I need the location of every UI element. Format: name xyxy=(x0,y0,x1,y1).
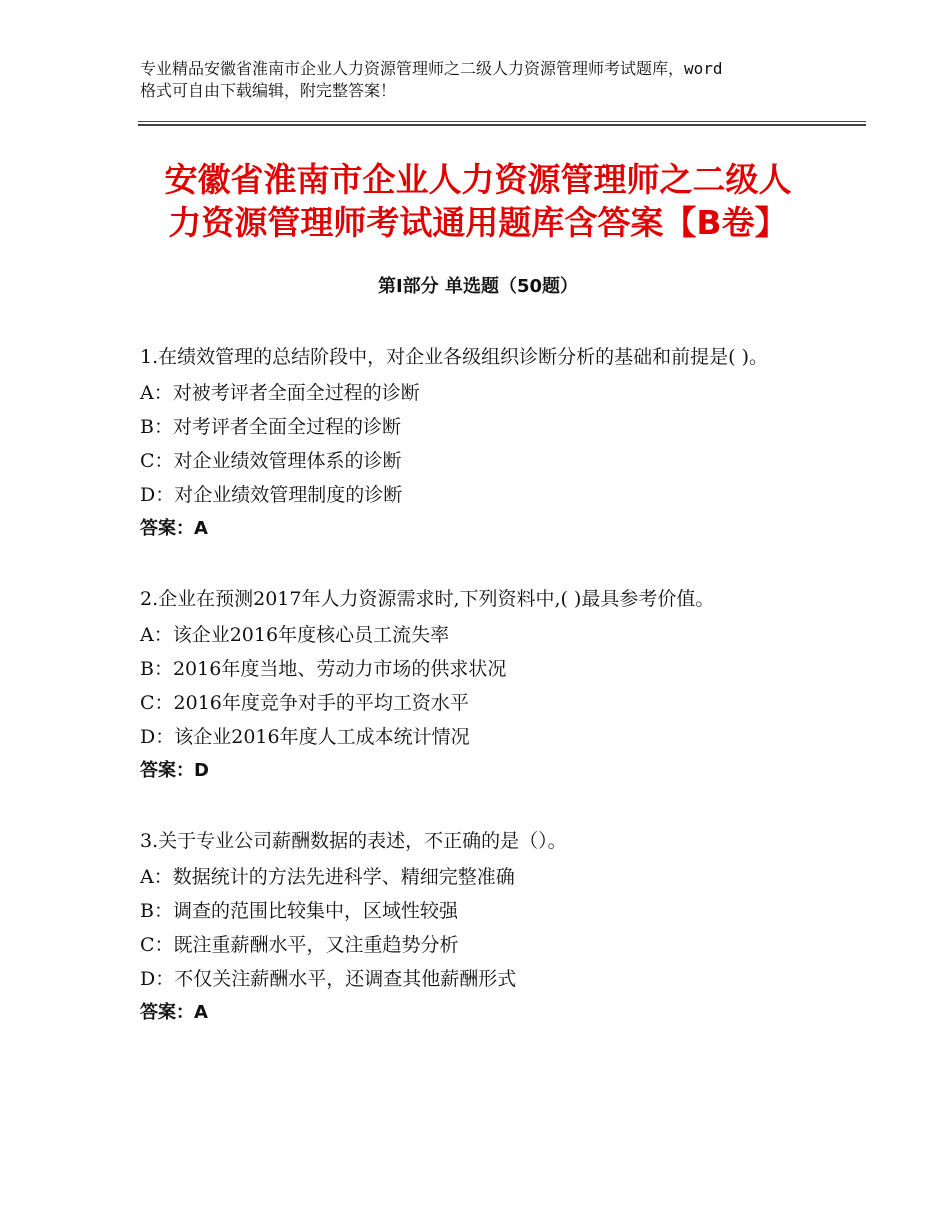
answer: 答案：D xyxy=(140,760,209,781)
option-c: C：既注重薪酬水平，又注重趋势分析 xyxy=(140,934,459,956)
question-stem: 3.关于专业公司薪酬数据的表述，不正确的是（）。 xyxy=(140,830,567,852)
header-divider-thick xyxy=(138,124,866,126)
option-a: A：数据统计的方法先进科学、精细完整准确 xyxy=(140,866,515,888)
option-c: C：2016年度竞争对手的平均工资水平 xyxy=(140,692,469,714)
question-stem: 2.企业在预测2017年人力资源需求时,下列资料中,( )最具参考价值。 xyxy=(140,588,715,610)
option-d: D：不仅关注薪酬水平，还调查其他薪酬形式 xyxy=(140,968,517,990)
header-note-line-2: 格式可自由下载编辑，附完整答案！ xyxy=(140,81,397,100)
question-2 xyxy=(140,584,820,788)
option-a: A：对被考评者全面全过程的诊断 xyxy=(140,382,420,404)
document-title-line-1: 安徽省淮南市企业人力资源管理师之二级人 xyxy=(164,160,792,199)
section-heading: 第Ⅰ部分 单选题（50题） xyxy=(377,276,578,297)
header-note-line-1: 专业精品安徽省淮南市企业人力资源管理师之二级人力资源管理师考试题库，word xyxy=(140,59,723,78)
question-3 xyxy=(140,826,820,1030)
answer: 答案：A xyxy=(140,518,208,539)
question-stem: 1.在绩效管理的总结阶段中，对企业各级组织诊断分析的基础和前提是( )。 xyxy=(140,346,768,368)
question-list xyxy=(140,342,820,1068)
option-d: D：该企业2016年度人工成本统计情况 xyxy=(140,726,470,748)
option-c: C：对企业绩效管理体系的诊断 xyxy=(140,450,402,472)
question-1 xyxy=(140,342,820,546)
option-b: B：对考评者全面全过程的诊断 xyxy=(140,416,401,438)
answer: 答案：A xyxy=(140,1002,208,1023)
option-a: A：该企业2016年度核心员工流失率 xyxy=(140,624,450,646)
header-note xyxy=(140,58,830,102)
option-d: D：对企业绩效管理制度的诊断 xyxy=(140,484,403,506)
header-divider-thin xyxy=(138,121,866,122)
option-b: B：调查的范围比较集中，区域性较强 xyxy=(140,900,458,922)
document-title xyxy=(138,158,818,244)
document-title-line-2: 力资源管理师考试通用题库含答案【B卷】 xyxy=(168,203,788,242)
option-b: B：2016年度当地、劳动力市场的供求状况 xyxy=(140,658,507,680)
